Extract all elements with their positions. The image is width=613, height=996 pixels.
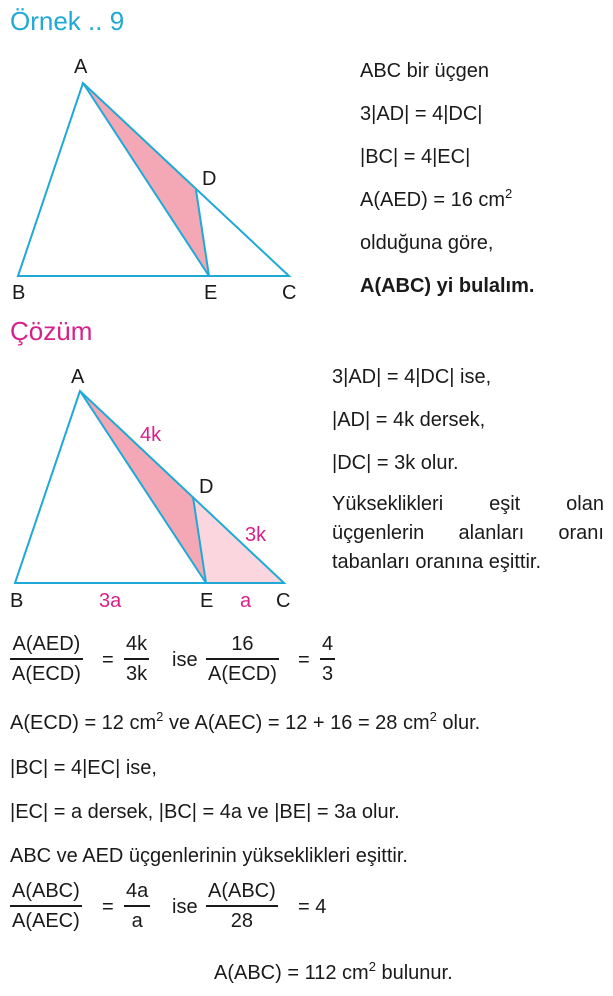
vertex-c-label: C xyxy=(276,590,291,612)
vertex-d-label: D xyxy=(199,476,214,498)
fraction-abc-over-28: A(ABC) 28 xyxy=(208,880,276,932)
given-line-4: A(AED) = 16 $cm^2$ xyxy=(360,186,513,211)
final-answer-line: A(ABC) = 112 $cm^2$ bulunur. xyxy=(214,959,453,984)
vertex-d-label: D xyxy=(202,168,217,190)
vertex-b-label: B xyxy=(10,590,24,612)
equation-rhs: = 4 xyxy=(298,896,327,918)
solution-line-1: 3|AD| = 4|DC| ise, xyxy=(332,366,492,388)
be-length-label: 3a xyxy=(99,590,122,612)
example-title: Örnek .. 9 xyxy=(10,6,125,36)
equals-sign: = xyxy=(102,896,114,918)
question-line: A(ABC) yi bulalım. xyxy=(360,275,535,297)
given-line-3: |BC| = 4|EC| xyxy=(360,146,471,168)
solution-line-2: |AD| = 4k dersek, xyxy=(332,409,486,431)
ise-word: ise xyxy=(172,896,198,918)
vertex-b-label: B xyxy=(12,282,26,304)
heights-equal-line: ABC ve AED üçgenlerinin yükseklikleri eşittir. xyxy=(10,845,408,867)
fraction-abc-over-aec: A(ABC) A(AEC) xyxy=(12,880,80,932)
vertex-a-label: A xyxy=(74,56,88,78)
ec-length-label: a xyxy=(240,590,252,612)
vertex-a-label: A xyxy=(71,366,85,388)
vertex-e-label: E xyxy=(204,282,218,304)
fraction-aed-over-ecd: A(AED) A(ECD) xyxy=(12,633,81,685)
ise-word: ise xyxy=(172,649,198,671)
ad-length-label: 4k xyxy=(140,424,162,446)
equals-sign: = xyxy=(102,649,114,671)
dc-length-label: 3k xyxy=(245,524,267,546)
fraction-16-over-ecd: 16 A(ECD) xyxy=(208,633,277,685)
fraction-4a-over-a: 4a a xyxy=(126,880,149,932)
solution-line-3: |DC| = 3k olur. xyxy=(332,452,459,474)
given-line-2: 3|AD| = 4|DC| xyxy=(360,103,483,125)
solution-title: Çözüm xyxy=(10,316,93,346)
ecd-aec-area-line: A(ECD) = 12 $cm^2$ ve A(AEC) = 12 + 16 = 28 $cm^2$ olur. xyxy=(10,709,481,734)
ec-dersek-line: |EC| = a dersek, |BC| = 4a ve |BE| = 3a olur. xyxy=(10,801,400,823)
vertex-e-label: E xyxy=(200,590,214,612)
segment-ae xyxy=(80,391,206,583)
vertex-c-label: C xyxy=(282,282,297,304)
bc-line: |BC| = 4|EC| ise, xyxy=(10,757,157,779)
fraction-4-over-3: 4 3 xyxy=(322,633,334,685)
ratio-rule-paragraph: Yükseklikleri eşit olan üçgenlerin alanları oranı tabanları oranına eşittir. xyxy=(332,493,604,573)
fraction-4k-over-3k: 4k 3k xyxy=(126,633,148,685)
given-line-5: olduğuna göre, xyxy=(360,232,494,254)
given-line-1: ABC bir üçgen xyxy=(360,60,489,82)
equals-sign: = xyxy=(298,649,310,671)
